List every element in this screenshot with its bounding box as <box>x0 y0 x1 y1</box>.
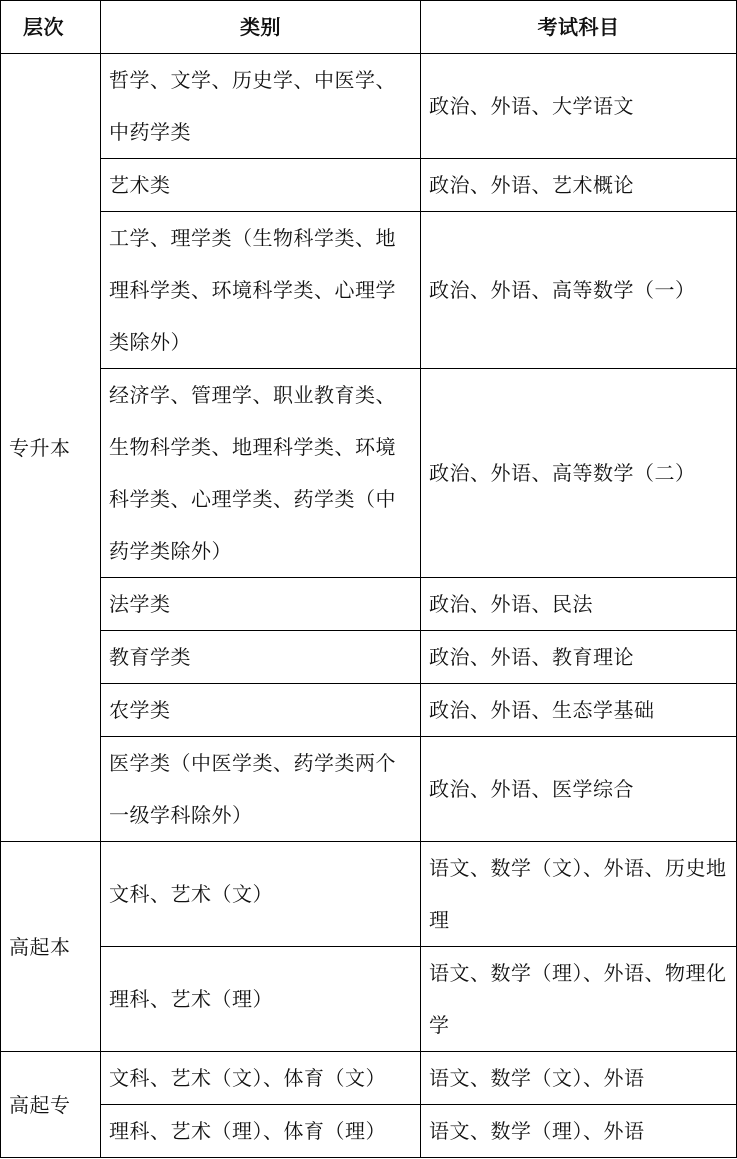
subjects-cell: 政治、外语、大学语文 <box>421 54 737 159</box>
table-row <box>1 842 737 947</box>
subjects-cell: 政治、外语、生态学基础 <box>421 684 737 737</box>
subjects-cell: 政治、外语、教育理论 <box>421 631 737 684</box>
subjects-cell: 语文、数学（文）、外语、历史地理 <box>421 842 737 947</box>
header-row <box>1 1 737 54</box>
table-row <box>1 631 737 684</box>
category-cell: 哲学、文学、历史学、中医学、中药学类 <box>101 54 421 159</box>
category-cell: 文科、艺术（文）、体育（文） <box>101 1052 421 1105</box>
table-row <box>1 1105 737 1158</box>
category-cell: 理科、艺术（理） <box>101 947 421 1052</box>
table-row <box>1 212 737 369</box>
category-cell: 工学、理学类（生物科学类、地理科学类、环境科学类、心理学类除外） <box>101 212 421 369</box>
category-cell: 医学类（中医学类、药学类两个一级学科除外） <box>101 737 421 842</box>
table-row <box>1 578 737 631</box>
subjects-cell: 政治、外语、高等数学（一） <box>421 212 737 369</box>
level-cell-gaoqizhuan: 高起专 <box>1 1052 101 1158</box>
header-category: 类别 <box>101 1 421 54</box>
category-cell: 理科、艺术（理）、体育（理） <box>101 1105 421 1158</box>
table-row <box>1 369 737 578</box>
table-row <box>1 684 737 737</box>
subjects-cell: 政治、外语、艺术概论 <box>421 159 737 212</box>
subjects-cell: 语文、数学（理）、外语 <box>421 1105 737 1158</box>
subjects-cell: 语文、数学（文）、外语 <box>421 1052 737 1105</box>
category-cell: 法学类 <box>101 578 421 631</box>
table-row <box>1 737 737 842</box>
category-cell: 艺术类 <box>101 159 421 212</box>
category-cell: 教育学类 <box>101 631 421 684</box>
category-cell: 文科、艺术（文） <box>101 842 421 947</box>
subjects-cell: 政治、外语、民法 <box>421 578 737 631</box>
level-cell-zhuanshengben: 专升本 <box>1 54 101 842</box>
category-cell: 农学类 <box>101 684 421 737</box>
header-level: 层次 <box>1 1 101 54</box>
subjects-cell: 政治、外语、高等数学（二） <box>421 369 737 578</box>
level-cell-gaoqiben: 高起本 <box>1 842 101 1052</box>
table-row <box>1 1052 737 1105</box>
subjects-cell: 语文、数学（理）、外语、物理化学 <box>421 947 737 1052</box>
table-row <box>1 947 737 1052</box>
table-row <box>1 159 737 212</box>
subjects-cell: 政治、外语、医学综合 <box>421 737 737 842</box>
category-cell: 经济学、管理学、职业教育类、生物科学类、地理科学类、环境科学类、心理学类、药学类（中药学类除外） <box>101 369 421 578</box>
table-row <box>1 54 737 159</box>
header-subjects: 考试科目 <box>421 1 737 54</box>
